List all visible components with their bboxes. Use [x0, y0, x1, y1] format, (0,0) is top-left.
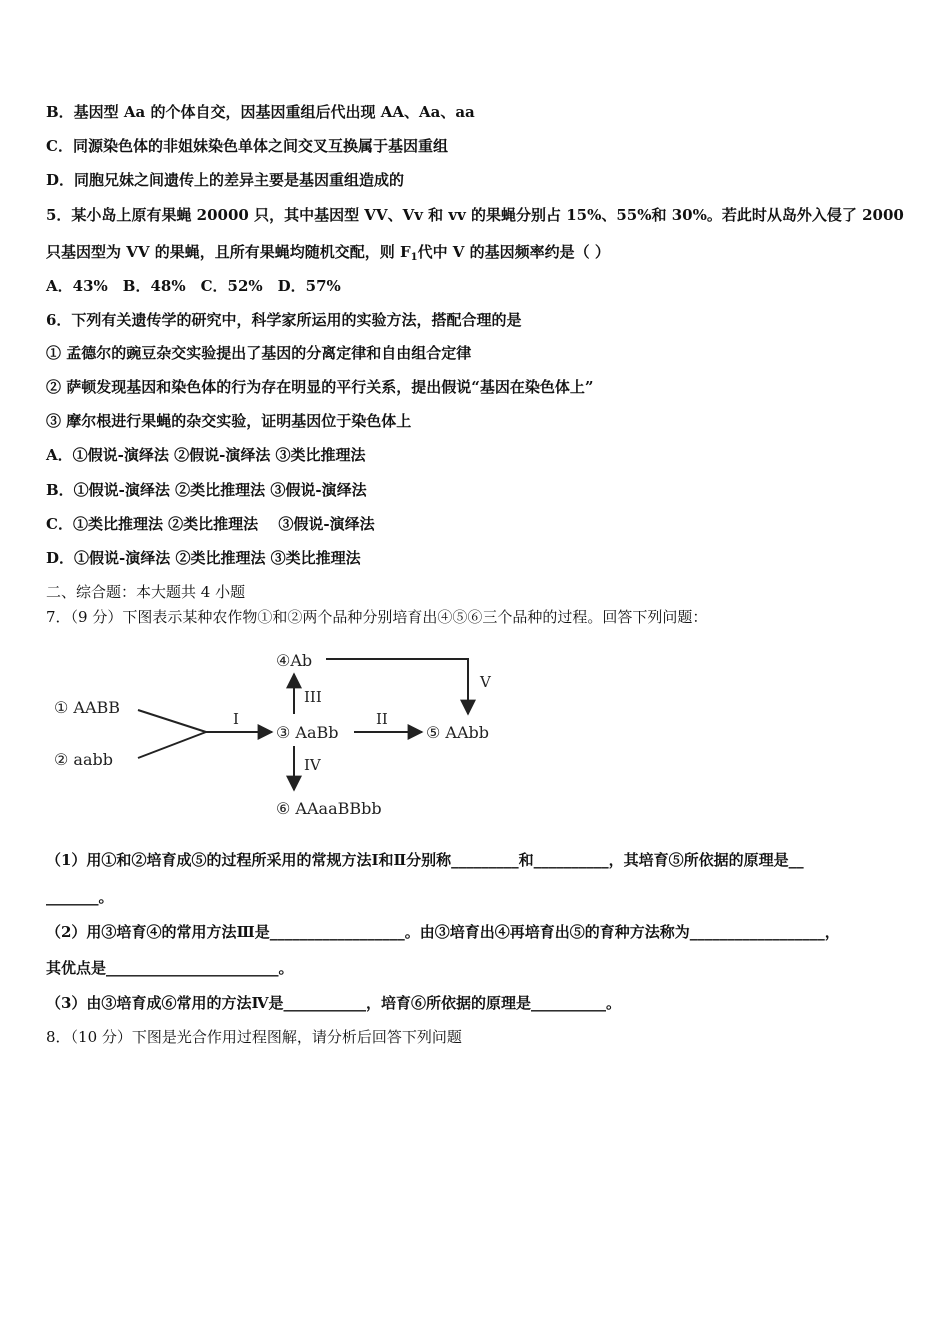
- section2-heading: 二、综合题：本大题共 4 小题: [46, 583, 246, 601]
- q5-stem-line2: [46, 242, 610, 262]
- q7-part2-line1: （2）用③培育④的常用方法Ⅲ是__________________。由③培育出④再培育出⑤的育种方法称为__________________，: [46, 923, 840, 941]
- q6-option-c: C．①类比推理法 ②类比推理法 ③假说-演绎法: [46, 515, 375, 533]
- label-step-4: IV: [304, 756, 321, 774]
- merge-line-upper: [138, 710, 206, 732]
- node-aabb-recessive: ② aabb: [54, 750, 113, 769]
- merge-line-lower: [138, 732, 206, 758]
- q4-option-c: C．同源染色体的非姐妹染色单体之间交叉互换属于基因重组: [46, 137, 448, 155]
- breeding-diagram: [46, 640, 526, 830]
- q6-item-3: ③ 摩尔根进行果蝇的杂交实验，证明基因位于染色体上: [46, 412, 412, 430]
- q5-stem-part-a: 只基因型为 VV 的果蝇，且所有果蝇均随机交配，则 F: [46, 243, 411, 261]
- q6-item-2: ② 萨顿发现基因和染色体的行为存在明显的平行关系，提出假说“基因在染色体上”: [46, 378, 594, 396]
- q8-stem: 8．（10 分）下图是光合作用过程图解，请分析后回答下列问题: [46, 1028, 462, 1046]
- q6-option-a: A．①假说-演绎法 ②假说-演绎法 ③类比推理法: [46, 446, 366, 464]
- q5-options: A．43% B．48% C．52% D．57%: [46, 277, 341, 295]
- q6-option-d: D．①假说-演绎法 ②类比推理法 ③类比推理法: [46, 549, 361, 567]
- label-step-3: III: [304, 688, 322, 706]
- node-aabb-parent: ① AABB: [54, 698, 121, 717]
- q5-stem-subscript: 1: [410, 252, 418, 263]
- node-aabb-hybrid: ③ AaBb: [276, 723, 339, 742]
- q5-stem-part-b: 代中 V 的基因频率约是（ ）: [417, 243, 610, 261]
- node-tetraploid: ⑥ AAaaBBbb: [276, 799, 382, 818]
- arrow-step-5: [326, 659, 468, 714]
- q6-item-1: ① 孟德尔的豌豆杂交实验提出了基因的分离定律和自由组合定律: [46, 344, 472, 362]
- q7-part1-line1: （1）用①和②培育成⑤的过程所采用的常规方法Ⅰ和Ⅱ分别称_________和__________，其培育⑤所依据的原理是__: [46, 851, 804, 869]
- label-step-2: II: [376, 710, 388, 728]
- q6-option-b: B．①假说-演绎法 ②类比推理法 ③假说-演绎法: [46, 481, 367, 499]
- q5-stem-line1: 5．某小岛上原有果蝇 20000 只，其中基因型 VV、Vv 和 vv 的果蝇分别占 15%、55%和 30%。若此时从岛外入侵了 2000: [46, 206, 904, 224]
- label-step-5: V: [480, 673, 491, 691]
- node-ab-haploid: ④Ab: [276, 651, 313, 670]
- q7-part2-line2: 其优点是_______________________。: [46, 959, 294, 977]
- q4-option-d: D．同胞兄妹之间遗传上的差异主要是基因重组造成的: [46, 171, 405, 189]
- q7-stem: 7．（9 分）下图表示某种农作物①和②两个品种分别培育出④⑤⑥三个品种的过程。回答下列问题：: [46, 608, 708, 626]
- node-aabb-target: ⑤ AAbb: [426, 723, 490, 742]
- q7-part1-line2: _______。: [46, 888, 114, 906]
- q7-part3: （3）由③培育成⑥常用的方法Ⅳ是___________，培育⑥所依据的原理是__________。: [46, 994, 621, 1012]
- q4-option-b: B．基因型 Aa 的个体自交，因基因重组后代出现 AA、Aa、aa: [46, 103, 475, 121]
- q6-stem: 6．下列有关遗传学的研究中，科学家所运用的实验方法，搭配合理的是: [46, 311, 522, 329]
- label-step-1: I: [233, 710, 239, 728]
